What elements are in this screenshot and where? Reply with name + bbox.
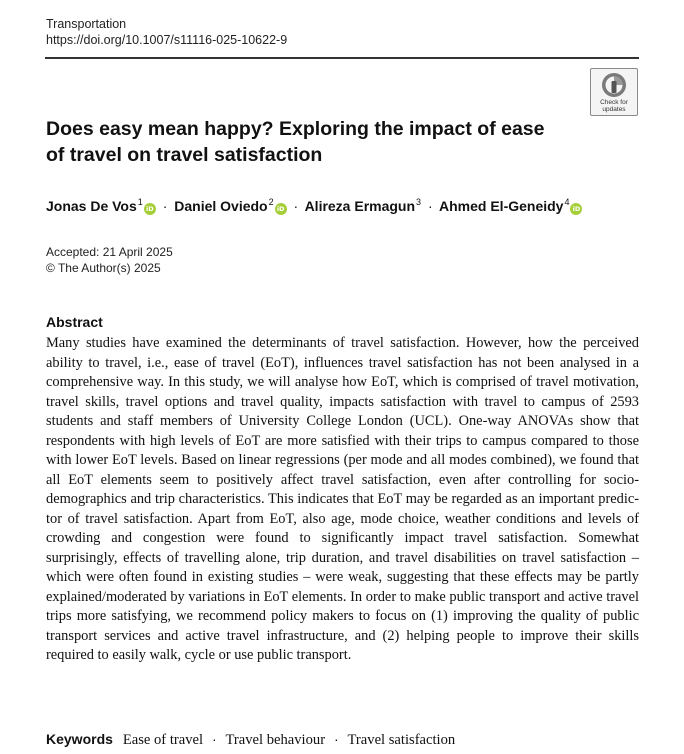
- author-name[interactable]: Daniel Oviedo: [174, 198, 268, 214]
- author-separator: ·: [293, 198, 299, 214]
- keywords-label: Keywords: [46, 731, 113, 747]
- keywords-line: [46, 730, 455, 749]
- article-title: Does easy mean happy? Exploring the impact of ease of travel on travel satisfaction: [46, 118, 545, 166]
- keyword-item[interactable]: Ease of travel: [122, 732, 204, 748]
- journal-header: [46, 16, 287, 48]
- author-name[interactable]: Alireza Ermagun: [304, 198, 416, 214]
- orcid-icon[interactable]: iD: [144, 203, 156, 215]
- check-for-updates-line2: updates: [602, 106, 626, 113]
- abstract-text: Many studies have examined the determinants of travel satisfaction. However, how the perceived ability to travel, i.e., ease of travel (EoT), influences travel satisfaction has not been analysed in a comprehensive way. In this study, we will analyse how EoT, which is comprised of travel motivation, travel skills, travel options and travel quality, impacts satisfaction with travel to campus of 2593 students and staff members of University College London (UCL). One-way ANOVAs show that respondents with high levels of EoT are more satisfied with their trips to campus compared to those with lower EoT levels. Based on linear regressions (per mode and all modes combined), we found that all EoT elements seem to positively affect travel satisfaction, even after controlling for socio-demographics and trip characteristics. This indicates that EoT may be regarded as an important predictor of travel satisfaction. Apart from EoT, also age, mode choice, weather conditions and levels of crowding and congestion were found to significantly impact travel satisfaction. Somewhat surprisingly, effects of travelling alone, trip duration, and travel disabilities on travel satisfaction – which were often found in existing studies – were weak, suggesting that these effects may be partly explained/moderated by variations in EoT elements. In order to make public transport and active travel trips more satisfying, we recommend policy makers to focus on (1) improving the quality of public transport services and active travel infrastructure, and (2) helping people to improve their skills required to easily walk, cycle or use public transport.: [46, 335, 639, 663]
- author-list: [46, 192, 582, 216]
- author-name[interactable]: Jonas De Vos: [46, 198, 137, 214]
- keyword-separator: ·: [333, 731, 339, 747]
- journal-name: Transportation: [46, 17, 127, 31]
- abstract-heading: Abstract: [46, 314, 103, 330]
- article-meta: [46, 244, 173, 276]
- header-rule: [45, 57, 639, 59]
- keyword-item[interactable]: Travel satisfaction: [347, 732, 456, 748]
- author-affiliation: 2: [268, 197, 274, 207]
- author-name[interactable]: Ahmed El-Geneidy: [439, 198, 564, 214]
- copyright-notice: © The Author(s) 2025: [46, 261, 161, 275]
- check-for-updates-line1: Check for: [600, 99, 628, 106]
- check-for-updates-badge[interactable]: [590, 68, 638, 116]
- author-affiliation: 3: [416, 197, 422, 207]
- author-separator: ·: [427, 198, 433, 214]
- doi-link[interactable]: https://doi.org/10.1007/s11116-025-10622-9: [46, 33, 288, 47]
- author-separator: ·: [162, 198, 168, 214]
- keyword-item[interactable]: Travel behaviour: [225, 732, 326, 748]
- author-affiliation: 1: [137, 197, 143, 207]
- accepted-date: Accepted: 21 April 2025: [46, 245, 173, 259]
- orcid-icon[interactable]: iD: [570, 203, 582, 215]
- orcid-icon[interactable]: iD: [275, 203, 287, 215]
- check-for-updates-icon: [601, 72, 627, 98]
- keyword-separator: ·: [211, 731, 217, 747]
- author-affiliation: 4: [564, 197, 570, 207]
